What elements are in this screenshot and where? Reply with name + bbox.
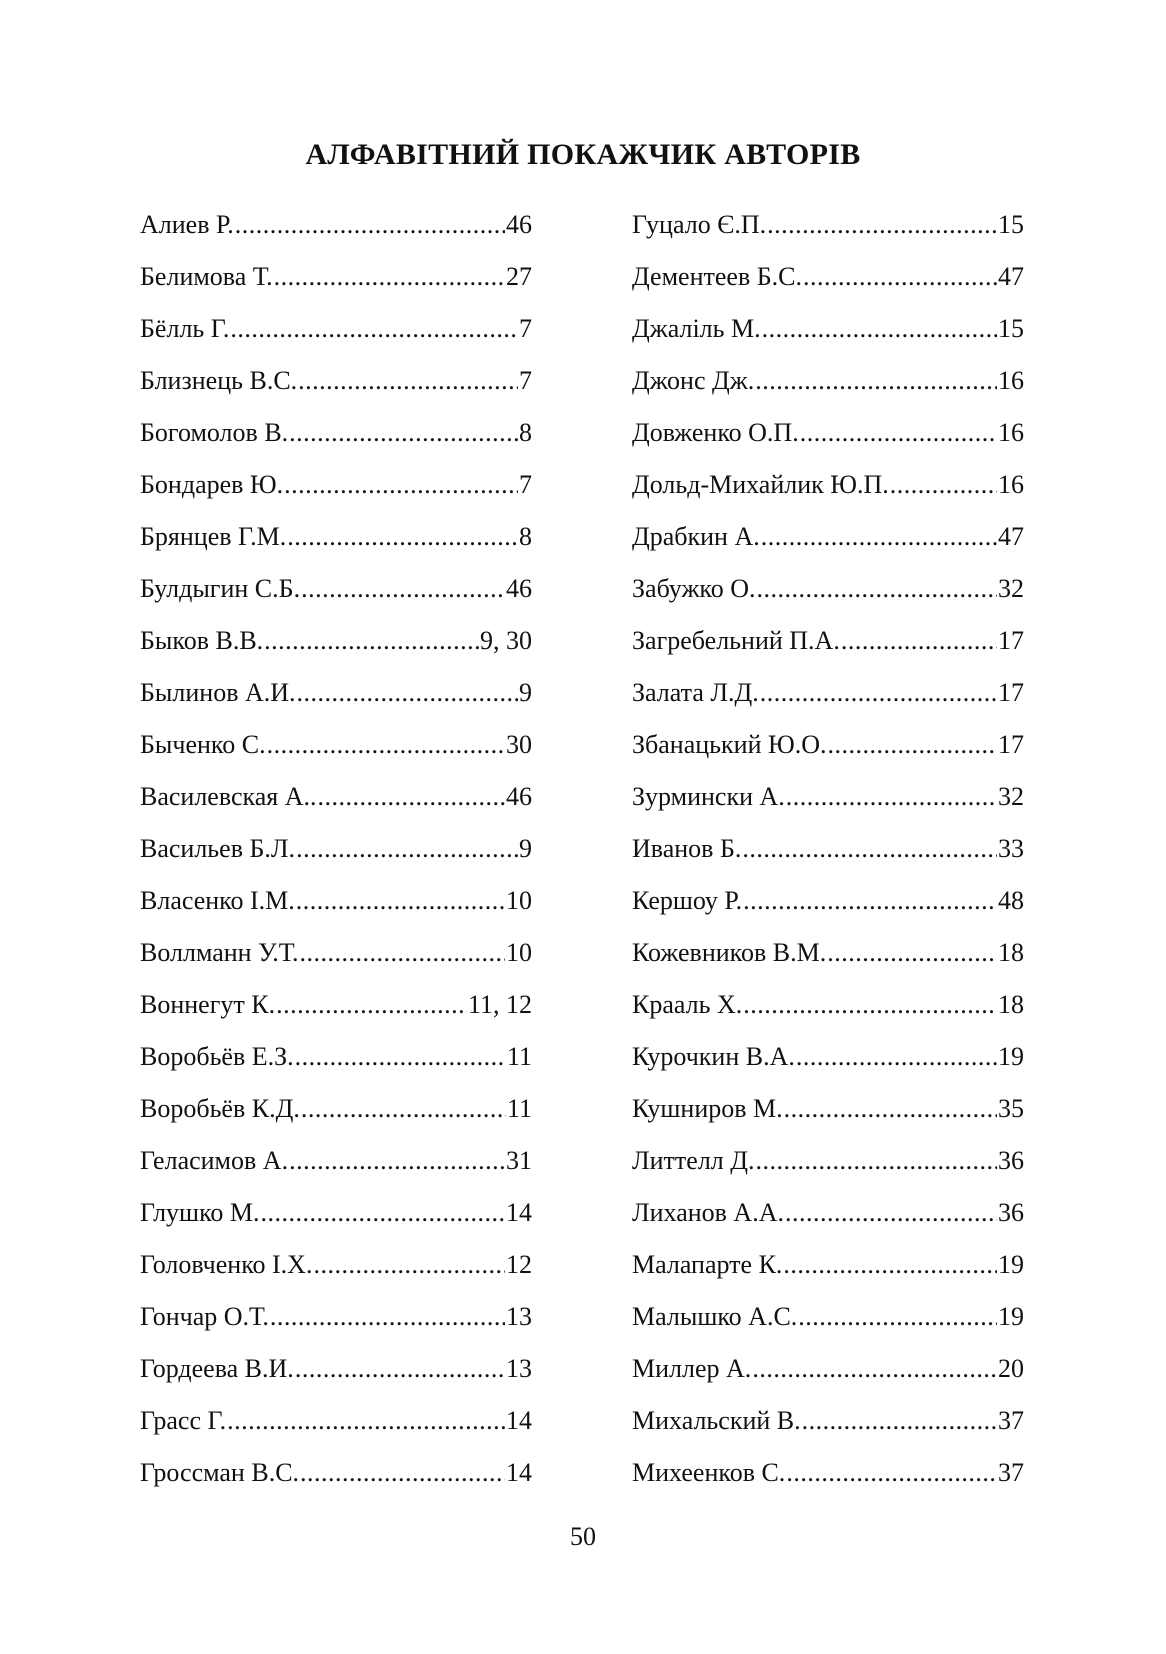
index-entry (140, 626, 532, 678)
dot-leader (270, 1302, 505, 1332)
index-entry (140, 1250, 532, 1302)
dot-leader (300, 1458, 505, 1488)
author-name: Воллманн У.Т. (140, 938, 299, 967)
dot-leader (890, 470, 997, 500)
dot-leader (743, 886, 997, 916)
author-name: Крааль Х. (632, 990, 743, 1019)
author-name: Брянцев Г.М. (140, 522, 287, 551)
dot-leader (786, 782, 997, 812)
dot-leader (289, 418, 518, 448)
page-reference: 7 (519, 366, 532, 395)
dot-leader (800, 418, 997, 448)
index-entry (632, 938, 1024, 990)
dot-leader (301, 1094, 506, 1124)
index-entry (140, 366, 532, 418)
author-name: Малапарте К. (632, 1250, 783, 1279)
page-reference: 32 (998, 782, 1024, 811)
author-name: Былинов А.И. (140, 678, 296, 707)
dot-leader (264, 626, 479, 656)
dot-leader (296, 886, 505, 916)
index-entry (140, 1042, 532, 1094)
page-reference: 36 (998, 1198, 1024, 1227)
author-name: Дольд-Михайлик Ю.П. (632, 470, 889, 499)
dot-leader (796, 1042, 997, 1072)
index-entry (632, 626, 1024, 678)
author-name: Збанацький Ю.О. (632, 730, 827, 759)
dot-leader (798, 1302, 997, 1332)
dot-leader (784, 1094, 997, 1124)
author-name: Гроссман В.С. (140, 1458, 300, 1487)
dot-leader (300, 938, 505, 968)
index-entry (632, 1354, 1024, 1406)
index-entry (140, 834, 532, 886)
index-entry (632, 730, 1024, 782)
page-reference: 37 (998, 1406, 1024, 1435)
dot-leader (803, 262, 997, 292)
author-name: Драбкин А. (632, 522, 760, 551)
page-reference: 16 (998, 418, 1024, 447)
author-name: Курочкин В.А. (632, 1042, 795, 1071)
author-name: Васильев Б.Л. (140, 834, 296, 863)
page-reference: 10 (506, 886, 532, 915)
dot-leader (756, 1146, 998, 1176)
author-index-right-column (632, 210, 1024, 1510)
dot-leader (767, 210, 997, 240)
dot-leader (786, 1458, 997, 1488)
author-name: Джонс Дж. (632, 366, 755, 395)
page-reference: 20 (998, 1354, 1024, 1383)
page-reference: 19 (998, 1042, 1024, 1071)
index-entry (140, 418, 532, 470)
author-name: Головченко І.Х. (140, 1250, 313, 1279)
page-title: АЛФАВІТНИЙ ПОКАЖЧИК АВТОРІВ (305, 138, 861, 171)
dot-leader (235, 210, 505, 240)
index-entry (632, 1042, 1024, 1094)
author-name: Бондарев Ю. (140, 470, 284, 499)
author-name: Кожевников В.М. (632, 938, 827, 967)
author-name: Быченко С. (140, 730, 266, 759)
author-name: Гончар О.Т. (140, 1302, 269, 1331)
page-reference: 8 (519, 522, 532, 551)
author-name: Довженко О.П. (632, 418, 799, 447)
index-entry (140, 522, 532, 574)
page-reference: 13 (506, 1354, 532, 1383)
index-entry (632, 522, 1024, 574)
author-name: Булдыгин С.Б. (140, 574, 301, 603)
dot-leader (827, 730, 997, 760)
page-reference: 9 (519, 678, 532, 707)
page-reference: 7 (519, 470, 532, 499)
dot-leader (743, 990, 997, 1020)
dot-leader (757, 574, 997, 604)
dot-leader (297, 678, 518, 708)
page-reference: 46 (506, 210, 532, 239)
author-name: Малышко А.С. (632, 1302, 798, 1331)
dot-leader (284, 470, 518, 500)
author-name: Миллер А. (632, 1354, 752, 1383)
dot-leader (827, 938, 997, 968)
index-entry (632, 418, 1024, 470)
dot-leader (276, 990, 467, 1020)
dot-leader (298, 366, 518, 396)
dot-leader (755, 366, 997, 396)
author-name: Воробьёв К.Д. (140, 1094, 300, 1123)
author-name: Кушниров М. (632, 1094, 783, 1123)
dot-leader (295, 1354, 505, 1384)
page-reference: 47 (998, 262, 1024, 291)
page-reference: 9, 30 (480, 626, 532, 655)
author-name: Михеенков С. (632, 1458, 786, 1487)
author-name: Белимова Т. (140, 262, 273, 291)
dot-leader (313, 1250, 505, 1280)
author-name: Иванов Б. (632, 834, 742, 863)
page-reference: 8 (519, 418, 532, 447)
page-reference: 11, 12 (467, 990, 532, 1019)
index-entry (140, 574, 532, 626)
page-reference: 27 (506, 262, 532, 291)
index-entry (140, 470, 532, 522)
page-reference: 11 (506, 1042, 532, 1071)
index-entry (140, 1198, 532, 1250)
page-reference: 46 (506, 782, 532, 811)
index-entry (140, 1146, 532, 1198)
dot-leader (227, 1406, 505, 1436)
index-entry (632, 262, 1024, 314)
page-reference: 7 (519, 314, 532, 343)
index-entry (632, 1250, 1024, 1302)
index-entry (140, 678, 532, 730)
author-name: Близнець В.С. (140, 366, 298, 395)
index-entry (140, 1406, 532, 1458)
author-name: Михальский В. (632, 1406, 801, 1435)
author-name: Василевская А.. (140, 782, 317, 811)
author-name: Зурмински А. (632, 782, 785, 811)
page-reference: 11 (506, 1094, 532, 1123)
index-entry (632, 1146, 1024, 1198)
author-name: Воннегут К. (140, 990, 276, 1019)
dot-leader (267, 730, 505, 760)
index-entry (632, 314, 1024, 366)
index-entry (632, 574, 1024, 626)
author-name: Воробьёв Е.З. (140, 1042, 294, 1071)
index-entry (632, 470, 1024, 522)
page-reference: 14 (506, 1458, 532, 1487)
page-reference: 15 (998, 210, 1024, 239)
dot-leader (287, 522, 518, 552)
author-name: Гордеева В.И. (140, 1354, 294, 1383)
index-entry (140, 262, 532, 314)
author-name: Глушко М. (140, 1198, 260, 1227)
dot-leader (760, 678, 997, 708)
index-entry (140, 730, 532, 782)
page-reference: 46 (506, 574, 532, 603)
dot-leader (742, 834, 997, 864)
index-entry (632, 678, 1024, 730)
index-entry (632, 834, 1024, 886)
page-reference: 17 (998, 730, 1024, 759)
author-name: Бёлль Г. (140, 314, 230, 343)
author-name: Алиев Р. (140, 210, 234, 239)
index-entry (632, 366, 1024, 418)
page-reference: 12 (506, 1250, 532, 1279)
index-entry (140, 210, 532, 262)
index-entry (632, 1458, 1024, 1510)
page-reference: 31 (506, 1146, 532, 1175)
page-reference: 17 (998, 678, 1024, 707)
page-reference: 47 (998, 522, 1024, 551)
author-name: Власенко І.М. (140, 886, 295, 915)
author-name: Залата Л.Д. (632, 678, 759, 707)
author-name: Кершоу Р. (632, 886, 743, 915)
page-reference: 15 (998, 314, 1024, 343)
index-entry (140, 1458, 532, 1510)
index-entry (632, 1094, 1024, 1146)
index-entry (632, 782, 1024, 834)
author-name: Геласимов А. (140, 1146, 289, 1175)
index-entry (140, 314, 532, 366)
index-entry (632, 1406, 1024, 1458)
index-entry (632, 210, 1024, 262)
page-reference: 9 (519, 834, 532, 863)
dot-leader (761, 522, 997, 552)
dot-leader (295, 1042, 506, 1072)
dot-leader (783, 1250, 997, 1280)
page-reference: 48 (998, 886, 1024, 915)
author-name: Дементеев Б.С. (632, 262, 802, 291)
index-entry (140, 1302, 532, 1354)
index-entry (140, 886, 532, 938)
page-reference: 30 (506, 730, 532, 759)
author-name: Быков В.В. (140, 626, 264, 655)
dot-leader (230, 314, 518, 344)
page-reference: 16 (998, 366, 1024, 395)
dot-leader (841, 626, 997, 656)
author-name: Загребельний П.А. (632, 626, 840, 655)
author-name: Богомолов В. (140, 418, 289, 447)
author-name: Забужко О. (632, 574, 756, 603)
index-entry (632, 886, 1024, 938)
page-number: 50 (570, 1522, 596, 1551)
index-entry (140, 938, 532, 990)
index-entry (632, 1198, 1024, 1250)
dot-leader (785, 1198, 997, 1228)
page-reference: 19 (998, 1302, 1024, 1331)
page-reference: 35 (998, 1094, 1024, 1123)
dot-leader (802, 1406, 997, 1436)
author-name: Джаліль М. (632, 314, 761, 343)
page-reference: 18 (998, 990, 1024, 1019)
page-reference: 37 (998, 1458, 1024, 1487)
page-reference: 14 (506, 1198, 532, 1227)
page-reference: 10 (506, 938, 532, 967)
page-reference: 14 (506, 1406, 532, 1435)
author-name: Гуцало Є.П. (632, 210, 767, 239)
dot-leader (261, 1198, 505, 1228)
author-name: Литтелл Д. (632, 1146, 755, 1175)
page-reference: 16 (998, 470, 1024, 499)
page-reference: 19 (998, 1250, 1024, 1279)
author-name: Лиханов А.А. (632, 1198, 784, 1227)
dot-leader (318, 782, 505, 812)
author-index-left-column (140, 210, 532, 1510)
dot-leader (274, 262, 505, 292)
dot-leader (301, 574, 505, 604)
index-entry (632, 1302, 1024, 1354)
index-entry (140, 1094, 532, 1146)
page-reference: 32 (998, 574, 1024, 603)
dot-leader (752, 1354, 997, 1384)
author-name: Грасс Г. (140, 1406, 227, 1435)
dot-leader (762, 314, 997, 344)
index-entry (140, 1354, 532, 1406)
page-reference: 33 (998, 834, 1024, 863)
dot-leader (289, 1146, 505, 1176)
index-entry (140, 782, 532, 834)
index-entry (632, 990, 1024, 1042)
page-reference: 17 (998, 626, 1024, 655)
index-entry (140, 990, 532, 1042)
page-reference: 13 (506, 1302, 532, 1331)
page-reference: 36 (998, 1146, 1024, 1175)
dot-leader (296, 834, 518, 864)
page-reference: 18 (998, 938, 1024, 967)
